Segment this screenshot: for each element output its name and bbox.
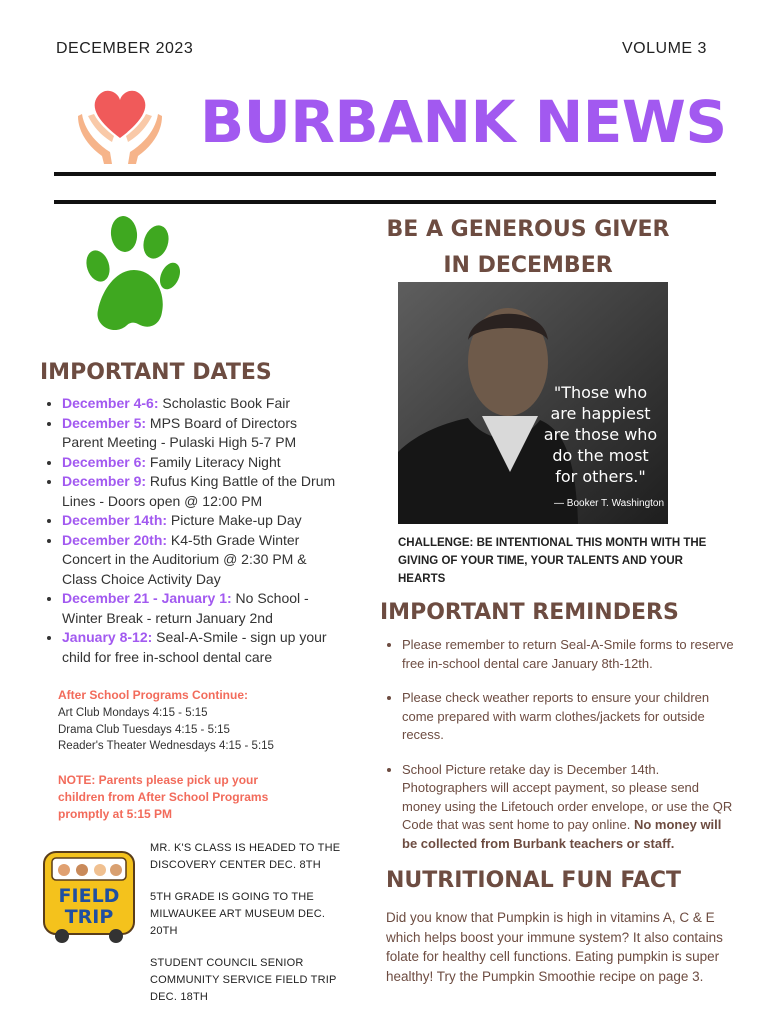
field-trip-sign-line: FIELD <box>58 885 120 907</box>
after-school-line: Art Club Mondays 4:15 - 5:15 <box>58 707 208 719</box>
date-item <box>62 511 340 531</box>
nutrition-heading: NUTRITIONAL FUN FACT <box>386 868 682 893</box>
important-dates-list <box>40 394 340 667</box>
heart-hands-logo <box>76 76 164 168</box>
date-label: December 20th: <box>62 531 168 548</box>
date-item <box>62 589 340 628</box>
quote-line: for others." <box>555 467 646 486</box>
booker-t-washington-photo <box>398 282 668 524</box>
date-item <box>62 453 340 473</box>
date-description: Seal-A-Smile - sign up your child for free in-school dental care <box>62 629 327 665</box>
quote-line: are happiest <box>550 404 651 423</box>
pickup-note: NOTE: Parents please pick up your children from After School Programs promptly at 5:15 PM <box>58 773 269 821</box>
after-school-heading: After School Programs Continue: <box>58 688 249 702</box>
quote-line: are those who <box>543 425 658 444</box>
date-label: December 9: <box>62 473 147 489</box>
quote-text <box>538 382 663 487</box>
issue-date: DECEMBER 2023 <box>56 40 194 57</box>
generous-heading <box>378 212 678 284</box>
field-trip-item: MR. K'S CLASS IS HEADED TO THE DISCOVERY CENTER DEC. 8TH <box>150 842 341 871</box>
field-trip-sign-line: TRIP <box>64 906 114 928</box>
reminder-item <box>402 689 740 745</box>
date-description: MPS Board of Directors Parent Meeting - Pulaski High 5-7 PM <box>62 414 297 450</box>
date-item <box>62 394 340 414</box>
date-description: Family Literacy Night <box>146 453 281 470</box>
reminder-item <box>402 636 740 673</box>
date-label: December 4-6: <box>62 395 159 411</box>
date-description: Rufus King Battle of the Drum Lines - Doors open @ 12:00 PM <box>62 473 336 509</box>
generous-heading-line1: BE A GENEROUS GIVER <box>386 217 670 242</box>
challenge-text: CHALLENGE: BE INTENTIONAL THIS MONTH WITH THE GIVING OF YOUR TIME, YOUR TALENTS AND YOUR HEARTS <box>398 537 707 585</box>
important-dates-list-wrap <box>40 394 340 667</box>
newsletter-title: BURBANK NEWS <box>200 88 727 156</box>
reminder-bold: No money will be collected from Burbank teachers or staff. <box>402 817 722 851</box>
header-divider-bottom <box>54 200 716 204</box>
after-school-line: Reader's Theater Wednesdays 4:15 - 5:15 <box>58 740 274 752</box>
quote-line: do the most <box>552 446 649 465</box>
quote-author: — Booker T. Washington <box>554 498 665 509</box>
reminder-text: School Picture retake day is December 14th. Photographers will accept payment, so please send money using the Lifetouch order envelope, or use the QR Code that was sent home to pay online. <box>402 761 733 832</box>
date-description: Picture Make-up Day <box>167 512 302 528</box>
reminders-heading: IMPORTANT REMINDERS <box>380 600 679 625</box>
date-label: December 14th: <box>62 512 168 528</box>
header-divider-top <box>54 172 716 176</box>
reminder-text: Please check weather reports to ensure your children come prepared with warm clothes/jackets for outside recess. <box>402 690 710 742</box>
field-trip-item: 5TH GRADE IS GOING TO THE MILWAUKEE ART MUSEUM DEC. 20TH <box>150 891 326 937</box>
reminders-list-wrap <box>384 636 740 869</box>
date-item <box>62 628 340 667</box>
date-label: January 8-12: <box>62 629 153 645</box>
date-label: December 21 - January 1: <box>62 590 232 606</box>
date-label: December 5: <box>62 414 147 431</box>
reminder-text: Please remember to return Seal-A-Smile forms to reserve free in-school dental care January 8th-12th. <box>402 637 734 671</box>
nutrition-fact-text: Did you know that Pumpkin is high in vitamins A, C & E which helps boost your immune system? It also contains folate for healthy cell functions. Eating pumpkin is super healthy! Try the Pumpkin Smoothie recipe on page 3. <box>386 910 723 984</box>
date-description: K4-5th Grade Winter Concert in the Auditorium @ 2:30 PM & Class Choice Activity Day <box>62 531 307 587</box>
date-label: December 6: <box>62 453 147 470</box>
field-trip-item: STUDENT COUNCIL SENIOR COMMUNITY SERVICE FIELD TRIP DEC. 18TH <box>150 957 337 1003</box>
reminders-list <box>384 636 740 853</box>
volume-number: VOLUME 3 <box>622 40 707 57</box>
paw-print-icon <box>84 212 180 344</box>
after-school-line: Drama Club Tuesdays 4:15 - 5:15 <box>58 723 230 736</box>
date-item <box>62 472 340 511</box>
generous-heading-line2: IN DECEMBER <box>443 253 613 278</box>
after-school-section <box>58 688 348 755</box>
date-item <box>62 414 340 453</box>
field-trip-bus-graphic <box>40 848 138 944</box>
date-item <box>62 531 340 590</box>
field-trip-sign-text <box>46 886 132 928</box>
important-dates-heading: IMPORTANT DATES <box>40 360 272 385</box>
date-description: No School - Winter Break - return January 2nd <box>62 590 309 626</box>
date-description: Scholastic Book Fair <box>158 395 290 411</box>
reminder-item <box>402 761 740 854</box>
quote-line: "Those who <box>553 383 648 402</box>
